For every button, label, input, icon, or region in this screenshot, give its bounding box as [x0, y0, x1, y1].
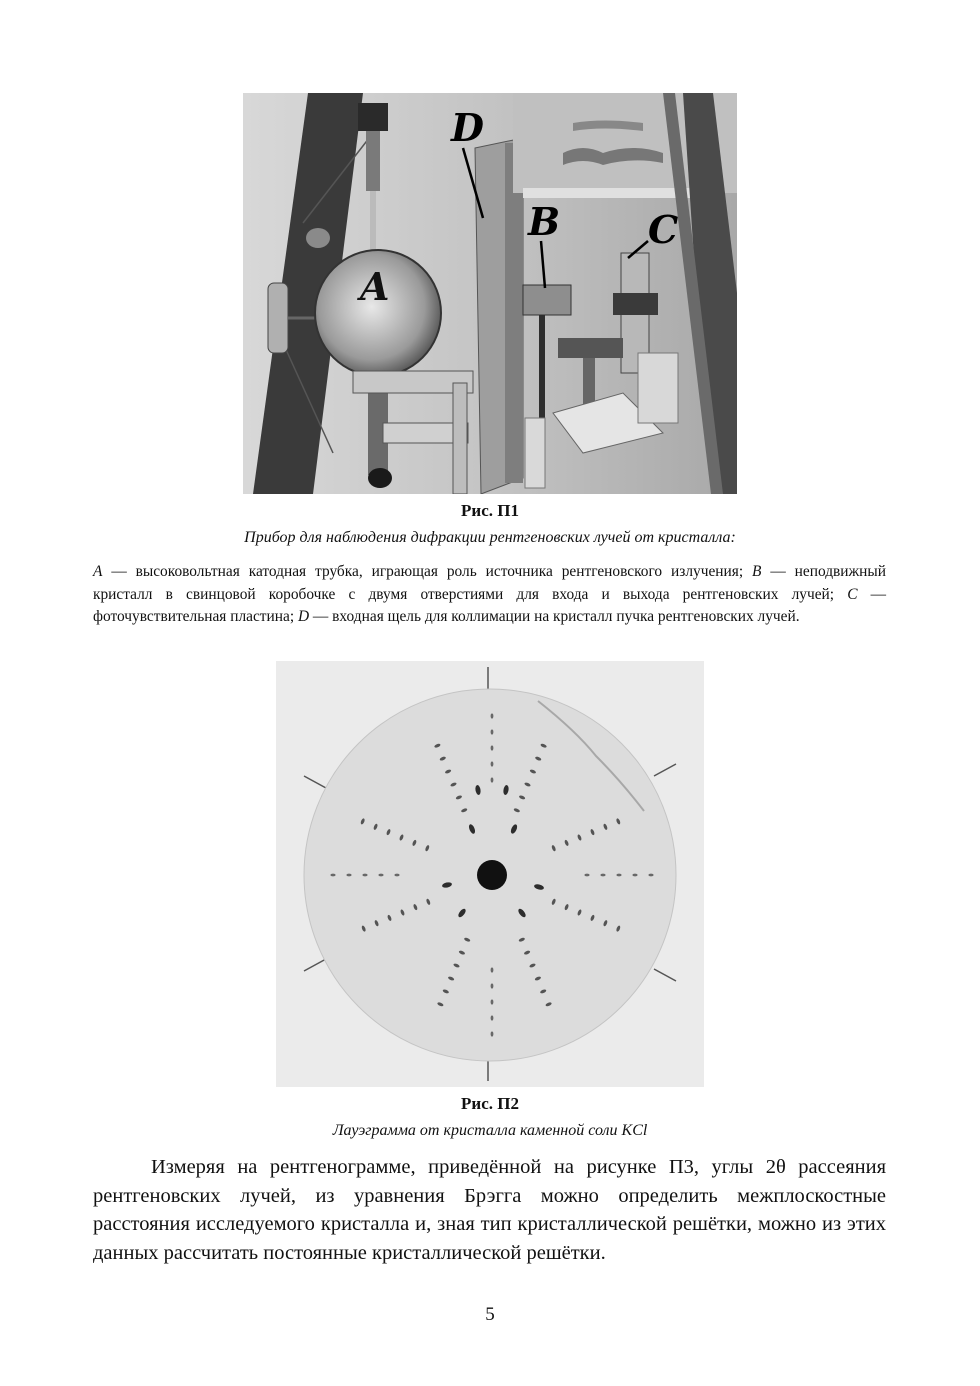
diffraction-spot — [491, 1031, 494, 1036]
diffraction-spot — [362, 874, 367, 877]
figure2-label: Рис. П2 — [461, 1094, 519, 1113]
legend-b-text: — неподвижный кристалл в свинцовой коробочке с двумя отверстиями для входа и выхода рентгеновских лучей; — [93, 563, 886, 603]
apparatus-photo — [243, 93, 737, 494]
legend-a-letter: A — [93, 563, 103, 580]
figure2-caption: Лауэграмма от кристалла каменной соли KCl — [332, 1122, 648, 1139]
diffraction-spot — [632, 874, 637, 877]
diffraction-spot — [491, 999, 494, 1004]
diffraction-spot — [600, 874, 605, 877]
body-paragraph: Измеряя на рентгенограмме, приведённой на рисунке П3, углы 2θ рассеяния рентгеновских лучей, из уравнения Брэгга можно определить межплоскостные расстояния исследуемого кристалла и, зная тип кристаллической решётки, можно из этих данных рассчитать постоянные кристаллической решётки. — [93, 1156, 886, 1264]
label-b: B — [528, 199, 561, 244]
legend-d-letter: D — [297, 608, 310, 625]
page-number: 5 — [485, 1304, 495, 1325]
diffraction-spot — [491, 983, 494, 988]
diffraction-spot — [491, 713, 494, 718]
diffraction-spot — [648, 874, 653, 877]
diffraction-spot — [584, 874, 589, 877]
legend-c-text: — фоточувствительная пластина; — [93, 585, 886, 625]
legend-b-letter: B — [752, 563, 762, 580]
diffraction-spot — [346, 874, 351, 877]
legend-a-text: — высоковольтная катодная трубка, играющая роль источника рентгеновского излучения; — [102, 563, 753, 580]
legend-d-text: — входная щель для коллимации на кристалл пучка рентгеновских лучей. — [309, 608, 800, 625]
diffraction-spot — [330, 874, 335, 877]
label-c: C — [648, 207, 679, 252]
figure1-label: Рис. П1 — [461, 501, 519, 520]
figure1-legend — [93, 561, 886, 629]
diffraction-spot — [491, 777, 494, 782]
figure1-caption: Прибор для наблюдения дифракции рентгеновских лучей от кристалла: — [244, 529, 736, 546]
diffraction-spot — [491, 745, 494, 750]
diffraction-spot — [394, 874, 399, 877]
label-a: A — [360, 264, 390, 309]
diffraction-spot — [491, 729, 494, 734]
diffraction-spot — [491, 761, 494, 766]
diffraction-spot — [378, 874, 383, 877]
diffraction-spot — [491, 967, 494, 972]
legend-c-letter: C — [847, 585, 858, 603]
diffraction-spot — [616, 874, 621, 877]
diffraction-spot — [491, 1015, 494, 1020]
laue-pattern-image — [276, 661, 704, 1087]
label-d: D — [451, 105, 484, 150]
